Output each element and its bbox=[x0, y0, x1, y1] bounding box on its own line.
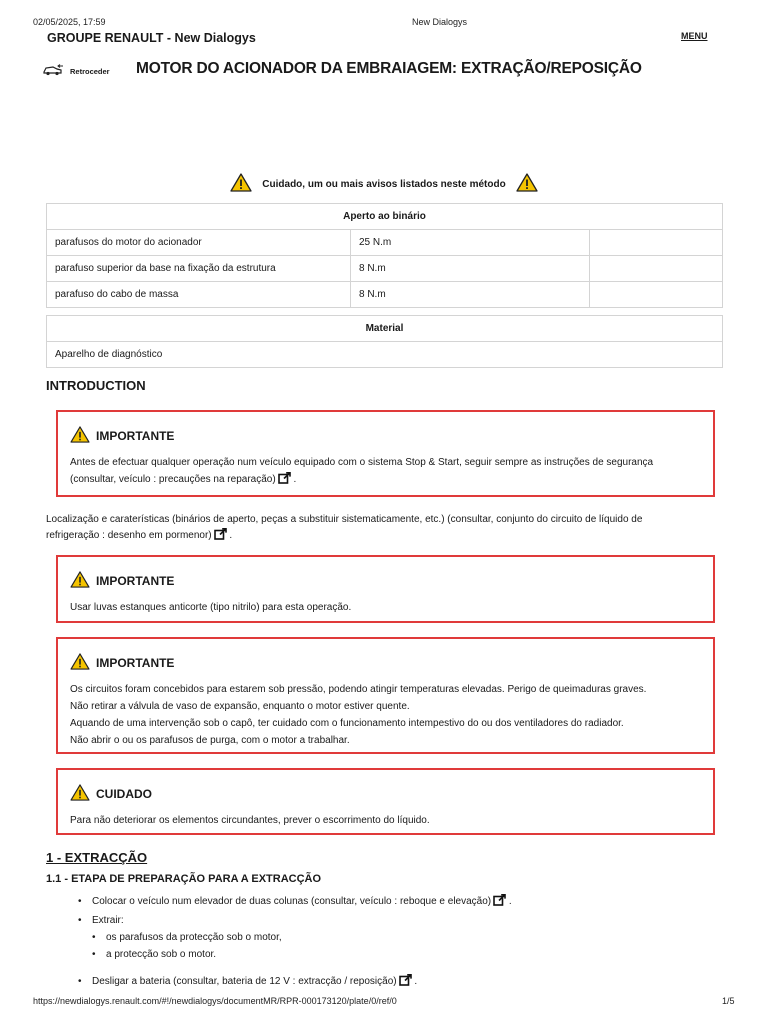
caution-box-title: CUIDADO bbox=[96, 787, 152, 801]
step-list bbox=[78, 893, 738, 963]
location-paragraph bbox=[46, 512, 726, 546]
warning-banner bbox=[0, 173, 768, 195]
warning-icon bbox=[70, 653, 90, 673]
important-box bbox=[56, 637, 715, 754]
punctuation: . bbox=[293, 474, 297, 485]
warning-icon bbox=[516, 173, 538, 195]
torque-table-header: Aperto ao binário bbox=[47, 204, 723, 230]
paragraph-text: Localização e caraterísticas (binários de aperto, peças a substituir sistematicamente, etc.) (consultar, conjunto do circuito de líquido de bbox=[46, 514, 643, 525]
warning-icon bbox=[70, 784, 90, 804]
torque-extra bbox=[590, 256, 723, 282]
print-datetime: 02/05/2025, 17:59 bbox=[33, 17, 106, 27]
torque-table bbox=[46, 203, 723, 308]
important-box-title: IMPORTANTE bbox=[96, 574, 175, 588]
list-item-text: a protecção sob o motor. bbox=[106, 949, 217, 960]
external-link-icon[interactable] bbox=[278, 472, 291, 490]
punctuation: . bbox=[229, 530, 233, 541]
torque-part: parafusos do motor do acionador bbox=[47, 230, 351, 256]
box-text: Aquando de uma intervenção sob o capô, ter cuidado com o funcionamento intempestivo do ou dos ventiladores do radiador. bbox=[70, 718, 624, 729]
car-back-icon bbox=[42, 64, 64, 78]
important-box bbox=[56, 555, 715, 623]
page-number: 1/5 bbox=[722, 996, 735, 1006]
section-heading: 1 - EXTRACÇÃO bbox=[46, 850, 148, 865]
print-app-title: New Dialogys bbox=[412, 17, 468, 27]
list-item bbox=[78, 893, 738, 912]
torque-extra bbox=[590, 230, 723, 256]
external-link-icon[interactable] bbox=[493, 894, 506, 912]
group-title: GROUPE RENAULT - New Dialogys bbox=[47, 31, 256, 45]
material-item: Aparelho de diagnóstico bbox=[47, 342, 723, 368]
table-row bbox=[47, 342, 723, 368]
punctuation: . bbox=[414, 976, 418, 987]
box-text: Os circuitos foram concebidos para estarem sob pressão, podendo atingir temperaturas elevadas. Perigo de queimaduras graves. bbox=[70, 684, 647, 695]
reference-link[interactable]: Desligar a bateria (consultar, bateria de 12 V : extracção / reposição) bbox=[92, 976, 397, 987]
punctuation: . bbox=[508, 896, 512, 907]
list-item bbox=[92, 946, 738, 963]
back-button[interactable] bbox=[42, 64, 110, 78]
torque-part: parafuso superior da base na fixação da estrutura bbox=[47, 256, 351, 282]
box-text: Não retirar a válvula de vaso de expansão, enquanto o motor estiver quente. bbox=[70, 701, 410, 712]
list-item bbox=[92, 929, 738, 946]
important-box-title: IMPORTANTE bbox=[96, 429, 175, 443]
material-table bbox=[46, 315, 723, 368]
subsection-heading: 1.1 - ETAPA DE PREPARAÇÃO PARA A EXTRACÇÃO bbox=[46, 873, 322, 885]
torque-value: 8 N.m bbox=[351, 256, 590, 282]
important-box-title: IMPORTANTE bbox=[96, 656, 175, 670]
table-row bbox=[47, 282, 723, 308]
list-item-text: Extrair: bbox=[92, 915, 124, 926]
important-box bbox=[56, 410, 715, 497]
warning-icon bbox=[70, 571, 90, 591]
footer-url: https://newdialogys.renault.com/#!/newdialogys/documentMR/RPR-000173120/plate/0/ref/0 bbox=[33, 996, 397, 1006]
reference-link[interactable]: Colocar o veículo num elevador de duas colunas (consultar, veículo : reboque e elevação) bbox=[92, 896, 492, 907]
torque-part: parafuso do cabo de massa bbox=[47, 282, 351, 308]
torque-value: 25 N.m bbox=[351, 230, 590, 256]
table-row bbox=[47, 256, 723, 282]
box-text: Antes de efectuar qualquer operação num veículo equipado com o sistema Stop & Start, seguir sempre as instruções de segurança bbox=[70, 457, 654, 468]
external-link-icon[interactable] bbox=[399, 974, 412, 992]
list-item-text: os parafusos da protecção sob o motor, bbox=[106, 932, 282, 943]
box-text: Para não deteriorar os elementos circundantes, prever o escorrimento do líquido. bbox=[70, 815, 430, 826]
warning-icon bbox=[70, 426, 90, 446]
back-label: Retroceder bbox=[70, 66, 110, 76]
reference-link[interactable]: (consultar, veículo : precauções na reparação) bbox=[70, 474, 276, 485]
document-title: MOTOR DO ACIONADOR DA EMBRAIAGEM: EXTRAÇÃO/REPOSIÇÃO bbox=[136, 60, 642, 77]
box-text: Não abrir o ou os parafusos de purga, com o motor a trabalhar. bbox=[70, 735, 350, 746]
caution-box bbox=[56, 768, 715, 835]
introduction-heading: INTRODUCTION bbox=[46, 378, 146, 393]
reference-link[interactable]: refrigeração : desenho em pormenor) bbox=[46, 530, 212, 541]
box-text: Usar luvas estanques anticorte (tipo nitrilo) para esta operação. bbox=[70, 602, 352, 613]
material-table-header: Material bbox=[47, 316, 723, 342]
list-item bbox=[78, 912, 738, 929]
warning-banner-text: Cuidado, um ou mais avisos listados neste método bbox=[262, 178, 506, 190]
torque-value: 8 N.m bbox=[351, 282, 590, 308]
warning-icon bbox=[230, 173, 252, 195]
external-link-icon[interactable] bbox=[214, 528, 227, 546]
step-list bbox=[78, 973, 738, 992]
table-row bbox=[47, 230, 723, 256]
torque-extra bbox=[590, 282, 723, 308]
list-item bbox=[78, 973, 738, 992]
menu-button[interactable]: MENU bbox=[681, 31, 708, 41]
